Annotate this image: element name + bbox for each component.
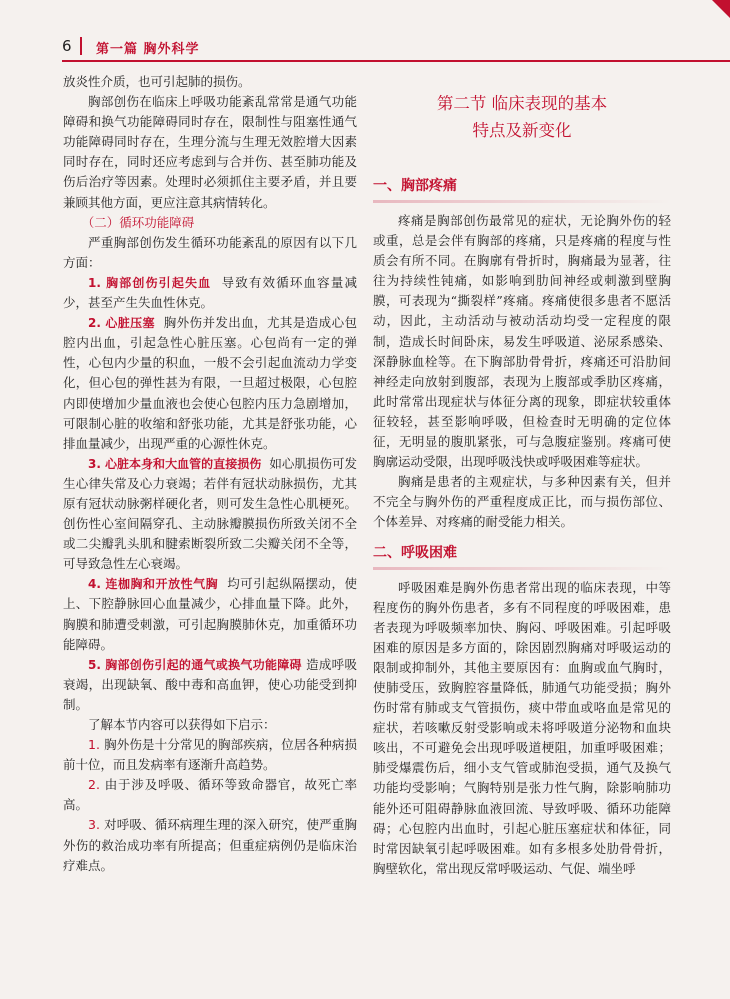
- paragraph: 呼吸困难是胸外伤患者常出现的临床表现，中等程度伤的胸外伤患者，多有不同程度的呼吸困难，患者表现为呼吸频率加快、胸闷、呼吸困难。引起呼吸困难的原因是多方面的，除因剧烈胸痛对呼吸运动的限制或抑制外，其他主要原因有：血胸或血气胸时，使肺受压，致胸腔容量降低，肺通气功能受损；胸外伤时常有肺或支气管损伤，痰中带血或咯血是常见的症状，若咳嗽反射受影响或未将呼吸道分泌物和血块咳出，不可避免会出现呼吸道梗阻，加重呼吸困难；肺受爆震伤后，细小支气管或肺泡受损，通气及换气功能均受影响；气胸特别是张力性气胸，除影响肺功能外还可阻碍静脉血液回流、导致呼吸、循环功能障碍；心包腔内出血时，引起心脏压塞症状和体征，同时常因缺氧引起呼吸困难。如有多根多处肋骨骨折，胸壁软化，常出现反常呼吸运动、气促、端坐呼: [373, 579, 671, 876]
- heading-chest-pain: 一、胸部疼痛: [373, 178, 457, 194]
- list-item-title: 胸部创伤引起的通气或换气功能障碍: [105, 657, 302, 672]
- paragraph: 严重胸部创伤发生循环功能紊乱的原因有以下几方面：: [63, 234, 357, 270]
- list-item: 1. 胸部创伤引起失血 导致有效循环血容量减少，甚至产生失血性休克。: [63, 274, 357, 311]
- heading-underline: [373, 567, 671, 570]
- page-number: 6: [62, 37, 72, 55]
- subsection-heading: （二）循环功能障碍: [81, 214, 195, 230]
- running-title: 第一篇 胸外科学: [96, 42, 200, 57]
- right-column: [373, 72, 671, 879]
- insight-item: 1. 胸外伤是十分常见的胸部疾病，位居各种病损前十位，而且发病率有逐渐升高趋势。: [63, 737, 357, 773]
- section-title: 第二节 临床表现的基本 特点及新变化: [436, 94, 608, 140]
- paragraph: 疼痛是胸部创伤最常见的症状，无论胸外伤的轻或重，总是会伴有胸部的疼痛，只是疼痛的程度与性质会有所不同。在胸廓有骨折时，胸痛最为显著，往往为持续性钝痛，如影响到肋间神经或刺激到壁胸膜，可表现为“撕裂样”疼痛。疼痛使很多患者不愿活动，因此，主动活动与被动活动均受一定程度的限制，造成长时间卧床，易发生呼吸道、泌尿系感染、深静脉血栓等。在下胸部肋骨骨折，疼痛还可沿肋间神经走向放射到腹部，表现为上腹部或季肋区疼痛，此时常常出现症状与体征分离的现象，即症状较重体征较轻，甚至影响呼吸，但检查时无明确的定位体征，无明显的腹肌紧张，可与急腹症鉴别。疼痛可使胸廓运动受限，出现呼吸浅快或呼吸困难等症状。: [373, 213, 671, 470]
- paragraph: 胸痛是患者的主观症状，与多种因素有关，但并不完全与胸外伤的严重程度成正比，而与损伤部位、个体差异、对疼痛的耐受能力相关。: [373, 474, 671, 530]
- list-item: 2. 心脏压塞 胸外伤并发出血，尤其是造成心包腔内出血，引起急性心脏压塞。心包尚有一定的弹性，心包内少量的积血，一般不会引起血流动力学变化，但心包的弹性甚为有限，一旦超过极限，心包腔内即使增加少量血液也会使心包腔内压力急剧增加，可限制心脏的收缩和舒张功能，尤其是舒张功能，心排血量减少，出现严重的心源性休克。: [63, 315, 357, 451]
- header-separator: [80, 37, 82, 55]
- paragraph: 了解本节内容可以获得如下启示：: [88, 717, 276, 732]
- header-rule: [62, 60, 730, 62]
- left-column: [63, 72, 357, 876]
- list-item-title: 胸部创伤引起失血: [106, 275, 212, 290]
- paragraph: 放炎性介质，也可引起肺的损伤。: [63, 74, 251, 89]
- corner-decoration: [712, 0, 730, 18]
- list-item-title: 连枷胸和开放性气胸: [105, 577, 219, 592]
- page-header: [0, 0, 730, 60]
- list-item: 5. 胸部创伤引起的通气或换气功能障碍 造成呼吸衰竭，出现缺氧、酸中毒和高血钾，使心功能受到抑制。: [63, 656, 357, 712]
- list-item: 3. 心脏本身和大血管的直接损伤 如心肌损伤可发生心律失常及心力衰竭；若伴有冠状动脉损伤，尤其原有冠状动脉粥样硬化者，则可发生急性心肌梗死。创伤性心室间隔穿孔、主动脉瓣膜损伤所致关闭不全或二尖瓣乳头肌和腱索断裂所致二尖瓣关闭不全等，可导致急性左心衰竭。: [63, 455, 357, 572]
- heading-underline: [373, 200, 671, 203]
- list-item-title: 心脏压塞: [105, 316, 155, 331]
- list-item: 4. 连枷胸和开放性气胸 均可引起纵隔摆动，使上、下腔静脉回心血量减少，心排血量下降。此外，胸膜和肺遭受刺激，可引起胸膜肺休克，加重循环功能障碍。: [63, 576, 357, 652]
- list-item-title: 心脏本身和大血管的直接损伤: [104, 456, 262, 471]
- insight-item: 2. 由于涉及呼吸、循环等致命器官，故死亡率高。: [63, 777, 357, 813]
- heading-dyspnea: 二、呼吸困难: [373, 544, 457, 561]
- insight-item: 3. 对呼吸、循环病理生理的深入研究，使严重胸外伤的救治成功率有所提高；但重症病例仍是临床治疗难点。: [63, 817, 357, 873]
- paragraph: 胸部创伤在临床上呼吸功能紊乱常常是通气功能障碍和换气功能障碍同时存在，限制性与阻塞性通气功能障碍同时存在，生理分流与生理无效腔增大因素同时存在，同时还应考虑到与合并伤、甚至肺功能及伤后治疗等因素。处理时必须抓住主要矛盾，并且要兼顾其他方面，更应注意其病情转化。: [63, 94, 357, 210]
